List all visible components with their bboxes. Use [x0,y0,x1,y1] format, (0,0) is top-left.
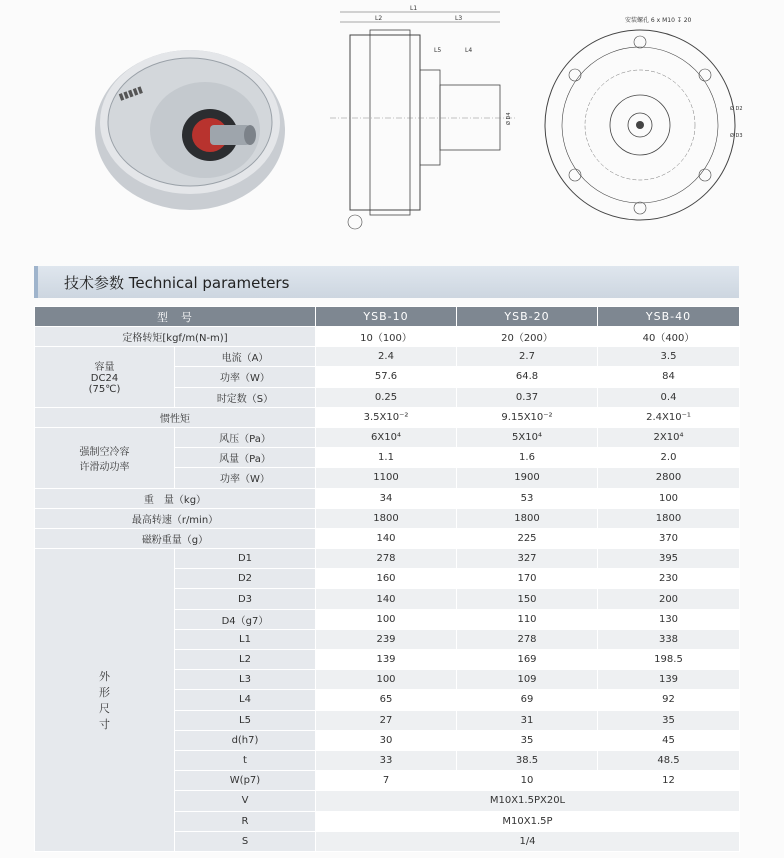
svg-text:Ø D3: Ø D3 [730,133,743,139]
cooling-group-label: 强制空冷容 许滑动功率 [35,427,175,488]
table-row: 定格转矩[kgf/m(N-m)] 10（100） 20（200） 40（400） [35,327,740,347]
table-row: L4 65 69 92 [35,690,740,710]
table-row: L1 239 278 338 [35,629,740,649]
clutch-photo [90,30,290,220]
product-images [0,0,784,255]
svg-text:L3: L3 [455,15,463,22]
table-row: L5 27 31 35 [35,710,740,730]
side-view-drawing [330,0,530,250]
capacity-group-label: 容量 DC24 (75℃) [35,347,175,408]
svg-text:L5: L5 [434,47,442,54]
table-row: 功率（W） 1100 1900 2800 [35,468,740,488]
table-row: 重 量（kg） 34 53 100 [35,488,740,508]
table-row: V M10X1.5PX20L [35,791,740,811]
dims-group-label: 外 形 尺 寸 [35,549,175,852]
svg-text:Ø D4: Ø D4 [506,112,512,125]
front-view-drawing [535,0,765,250]
svg-text:L4: L4 [465,47,473,54]
table-row: t 33 38.5 48.5 [35,750,740,770]
table-row: L3 100 109 139 [35,670,740,690]
table-row: 外 形 尺 寸 D1 278 327 395 [35,549,740,569]
table-row: d(h7) 30 35 45 [35,730,740,750]
dim-L1: L1 [410,5,418,12]
spec-table [34,306,740,852]
svg-text:安装螺孔 6 x M10 ↧ 20: 安装螺孔 6 x M10 ↧ 20 [625,17,692,24]
svg-text:L2: L2 [375,15,383,22]
header-ysb20: YSB-20 [457,307,598,327]
header-ysb40: YSB-40 [598,307,740,327]
section-title-bar [34,266,739,298]
svg-text:Ø D2: Ø D2 [730,106,743,112]
table-row: D4（g7） 100 110 130 [35,609,740,629]
table-row: 风量（Pa） 1.1 1.6 2.0 [35,448,740,468]
table-row: D2 160 170 230 [35,569,740,589]
table-row: S 1/4 [35,831,740,851]
table-row: 功率（W） 57.6 64.8 84 [35,367,740,387]
table-header [35,307,740,327]
header-ysb10: YSB-10 [316,307,457,327]
table-row: 最高转速（r/min） 1800 1800 1800 [35,508,740,528]
section-title: 技术参数 Technical parameters [64,274,290,292]
table-row: 强制空冷容 许滑动功率 风压（Pa） 6X10⁴ 5X10⁴ 2X10⁴ [35,427,740,447]
table-row: D3 140 150 200 [35,589,740,609]
table-row: R M10X1.5P [35,811,740,831]
table-row: 磁粉重量（g） 140 225 370 [35,528,740,548]
table-row: W(p7) 7 10 12 [35,771,740,791]
table-row: 容量 DC24 (75℃) 电流（A） 2.4 2.7 3.5 [35,347,740,367]
table-row: L2 139 169 198.5 [35,650,740,670]
svg-text:▮▮▮▮▮: ▮▮▮▮▮ [117,84,145,103]
header-model: 型 号 [35,307,316,327]
table-row: 时定数（S） 0.25 0.37 0.4 [35,387,740,407]
table-row: 惯性矩 3.5X10⁻² 9.15X10⁻² 2.4X10⁻¹ [35,407,740,427]
